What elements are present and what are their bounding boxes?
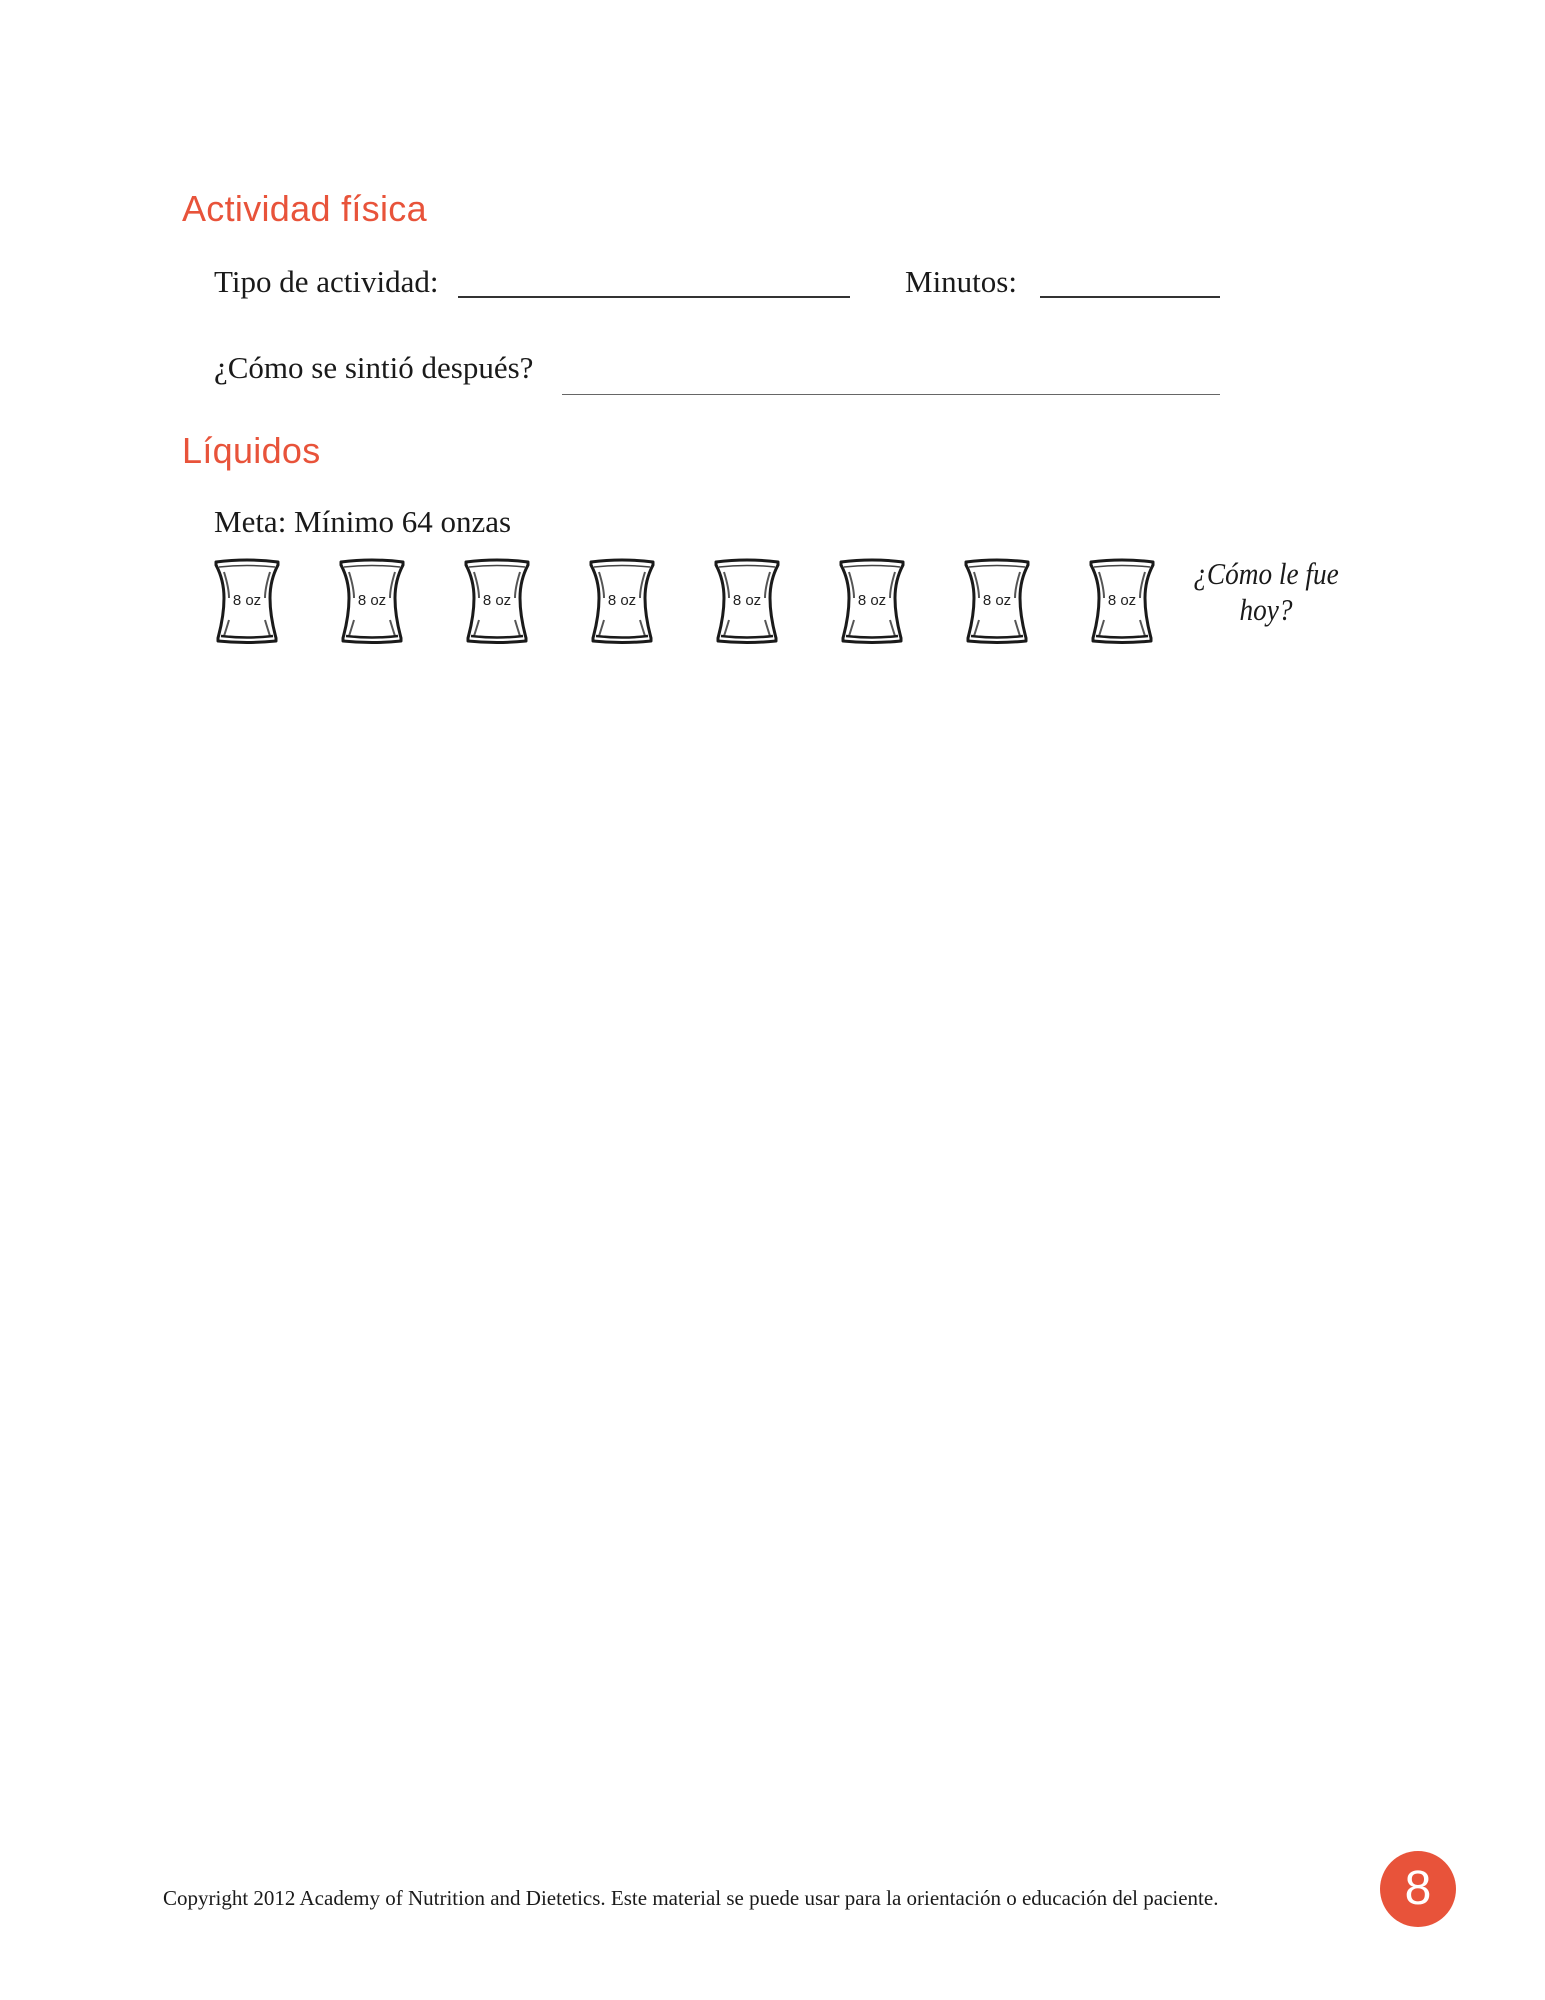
water-glass-icon[interactable]	[962, 558, 1032, 644]
page-number-badge: 8	[1380, 1851, 1456, 1927]
water-glass-icon[interactable]	[1087, 558, 1157, 644]
glasses-tracker	[212, 558, 1172, 644]
copyright-notice: Copyright 2012 Academy of Nutrition and Dietetics. Este material se puede usar para la orientación o educación del paciente.	[163, 1886, 1219, 1910]
glass-capacity-label: 8 oz	[1107, 592, 1137, 609]
water-glass-icon[interactable]	[337, 558, 407, 644]
feeling-after-field[interactable]	[562, 394, 1220, 395]
how-did-it-go-label: ¿Cómo le fue hoy?	[1193, 556, 1339, 627]
minutes-label: Minutos:	[905, 264, 1017, 299]
water-glass-icon[interactable]	[712, 558, 782, 644]
water-glass-icon[interactable]	[587, 558, 657, 644]
physical-activity-heading: Actividad física	[182, 188, 427, 229]
glass-capacity-label: 8 oz	[357, 592, 387, 609]
water-glass-icon[interactable]	[837, 558, 907, 644]
glass-capacity-label: 8 oz	[732, 592, 762, 609]
glass-capacity-label: 8 oz	[607, 592, 637, 609]
feeling-after-label: ¿Cómo se sintió después?	[214, 350, 534, 385]
minutes-field[interactable]	[1040, 296, 1220, 298]
glass-capacity-label: 8 oz	[482, 592, 512, 609]
liquids-heading: Líquidos	[182, 430, 321, 471]
activity-type-field[interactable]	[458, 296, 850, 298]
glass-capacity-label: 8 oz	[232, 592, 262, 609]
glass-capacity-label: 8 oz	[857, 592, 887, 609]
activity-type-label: Tipo de actividad:	[214, 264, 439, 299]
liquids-goal-label: Meta: Mínimo 64 onzas	[214, 504, 512, 539]
water-glass-icon[interactable]	[212, 558, 282, 644]
glass-capacity-label: 8 oz	[982, 592, 1012, 609]
water-glass-icon[interactable]	[462, 558, 532, 644]
